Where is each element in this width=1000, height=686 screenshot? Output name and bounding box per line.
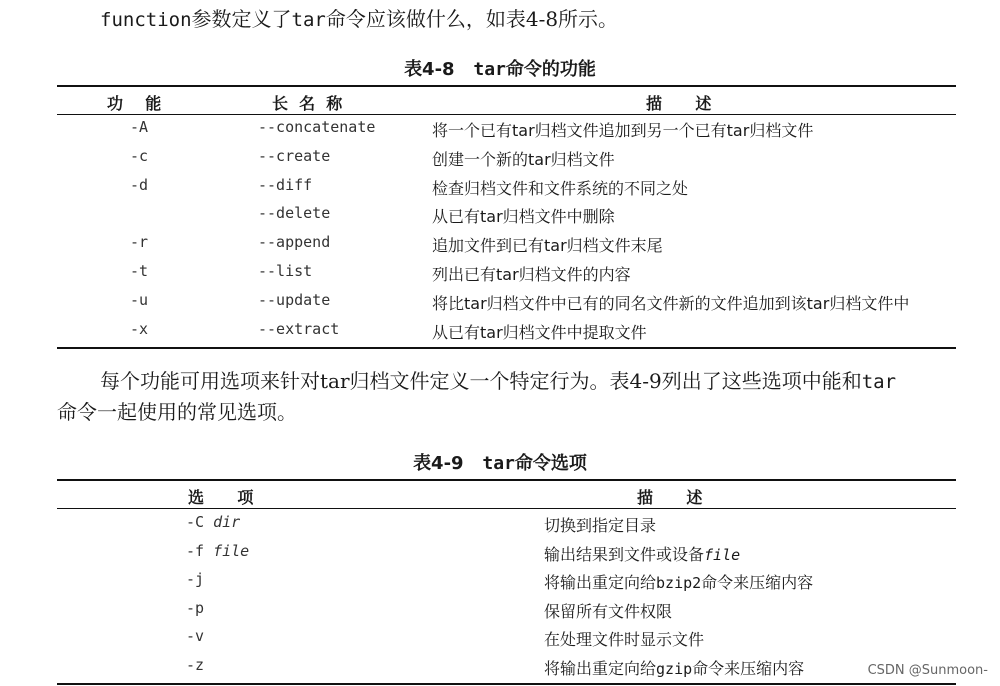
table2-cell-description xyxy=(544,542,740,565)
table1-caption xyxy=(0,55,1000,81)
table2-description-code: bzip2 xyxy=(656,574,702,593)
table1-cell-description: 将比tar归档文件中已有的同名文件新的文件追加到该tar归档文件中 xyxy=(432,293,910,313)
table2-cell-option xyxy=(186,599,204,617)
table2-cell-option xyxy=(186,542,249,560)
table1-cell-long-name: --update xyxy=(258,290,331,309)
table1-cell-description: 检查归档文件和文件系统的不同之处 xyxy=(432,178,689,198)
table2-option-arg: dir xyxy=(213,513,241,531)
table2-description-text: 保留所有文件权限 xyxy=(544,601,673,621)
table1-header-rule xyxy=(57,114,956,115)
table2-option-flag: -v xyxy=(186,627,205,646)
table2-cell-option xyxy=(186,570,204,588)
table1-cell-description: 追加文件到已有tar归档文件末尾 xyxy=(432,236,663,256)
table2-option-flag: -z xyxy=(186,656,205,674)
table1-header-function: 功 能 xyxy=(107,94,162,113)
table2-cell-description xyxy=(544,513,656,536)
table1-cell-long-name: --diff xyxy=(258,175,313,194)
table1-cell-function: -d xyxy=(130,175,149,194)
table2-header-rule xyxy=(57,508,956,509)
table2-cell-option xyxy=(186,627,204,645)
table2-cell-option xyxy=(186,513,240,531)
table1-cell-description: 列出已有tar归档文件的内容 xyxy=(432,265,631,284)
table2-description-code: gzip xyxy=(656,660,693,678)
table2-option-flag: -C xyxy=(186,513,205,531)
table1-cell-long-name: --append xyxy=(258,233,331,252)
table2-option-flag: -j xyxy=(186,570,205,589)
intro-code-function: function xyxy=(100,9,192,31)
table1-cell-long-name: --extract xyxy=(258,319,340,338)
table1-header-long-name: 长 名 称 xyxy=(272,94,343,113)
table2-option-flag: -f xyxy=(186,541,205,560)
table2-description-text: 将输出重定向给 xyxy=(544,659,657,678)
table1-cell-function: -c xyxy=(130,146,149,165)
table1-caption-title: 命令的功能 xyxy=(505,59,596,80)
table1-cell-function: -t xyxy=(130,262,149,280)
table2-cell-description xyxy=(544,627,704,650)
table2-caption xyxy=(0,449,1000,475)
table2-description-text: 切换到指定目录 xyxy=(544,516,657,535)
table2-top-rule xyxy=(57,479,956,481)
table2-description-code: file xyxy=(704,545,741,564)
table1-cell-function: -A xyxy=(130,118,149,136)
table1-cell-description: 将一个已有tar归档文件追加到另一个已有tar归档文件 xyxy=(432,121,814,140)
table1-cell-long-name: --delete xyxy=(258,204,331,223)
table2-header-option: 选 项 xyxy=(188,488,254,507)
table1-cell-long-name: --create xyxy=(258,146,331,165)
para2-line1 xyxy=(100,366,896,397)
para2-code-tar: tar xyxy=(861,371,897,393)
table2-description-text: 输出结果到文件或设备 xyxy=(544,544,705,564)
table2-description-text-end: 命令来压缩内容 xyxy=(692,659,805,678)
table2-description-text-end: 命令来压缩内容 xyxy=(701,573,814,593)
intro-text: 参数定义了 xyxy=(191,7,292,31)
para2-text: 每个功能可用选项来针对tar归档文件定义一个特定行为。表4-9列出了这些选项中能和 xyxy=(100,369,862,393)
table2-cell-description xyxy=(544,656,804,679)
table2-option-arg: file xyxy=(213,541,250,560)
table2-cell-description xyxy=(544,570,813,593)
table2-description-text: 将输出重定向给 xyxy=(544,573,657,593)
table1-caption-number: 表4-8 xyxy=(404,59,455,80)
table1-cell-description: 创建一个新的tar归档文件 xyxy=(432,149,615,169)
table1-cell-description: 从已有tar归档文件中删除 xyxy=(432,207,615,227)
table2-bottom-rule xyxy=(57,683,956,685)
intro-code-tar: tar xyxy=(291,9,326,31)
table2-caption-number: 表4-9 xyxy=(413,453,464,474)
table2-header-description: 描 述 xyxy=(637,488,703,507)
table2-option-flag: -p xyxy=(186,598,205,617)
table1-top-rule xyxy=(57,85,956,87)
table1-cell-function: -u xyxy=(130,290,149,309)
intro-paragraph xyxy=(100,4,618,35)
table1-cell-long-name: --concatenate xyxy=(258,118,376,136)
table2-caption-title: 命令选项 xyxy=(514,453,587,474)
table1-cell-description: 从已有tar归档文件中提取文件 xyxy=(432,322,647,342)
intro-text-end: 命令应该做什么，如表4-8所示。 xyxy=(325,7,619,31)
table2-caption-cmd: tar xyxy=(482,453,515,474)
table1-cell-function: -x xyxy=(130,319,149,338)
table1-cell-long-name: --list xyxy=(258,262,313,280)
table2-cell-description xyxy=(544,599,672,622)
table1-caption-cmd: tar xyxy=(473,59,506,80)
table2-cell-option xyxy=(186,656,204,674)
table1-header-description: 描 述 xyxy=(646,94,712,113)
para2-line2: 命令一起使用的常见选项。 xyxy=(57,400,297,424)
table2-description-text: 在处理文件时显示文件 xyxy=(544,630,705,650)
table1-cell-function: -r xyxy=(130,233,149,252)
watermark: CSDN @Sunmoon- xyxy=(867,663,988,678)
table1-bottom-rule xyxy=(57,347,956,349)
